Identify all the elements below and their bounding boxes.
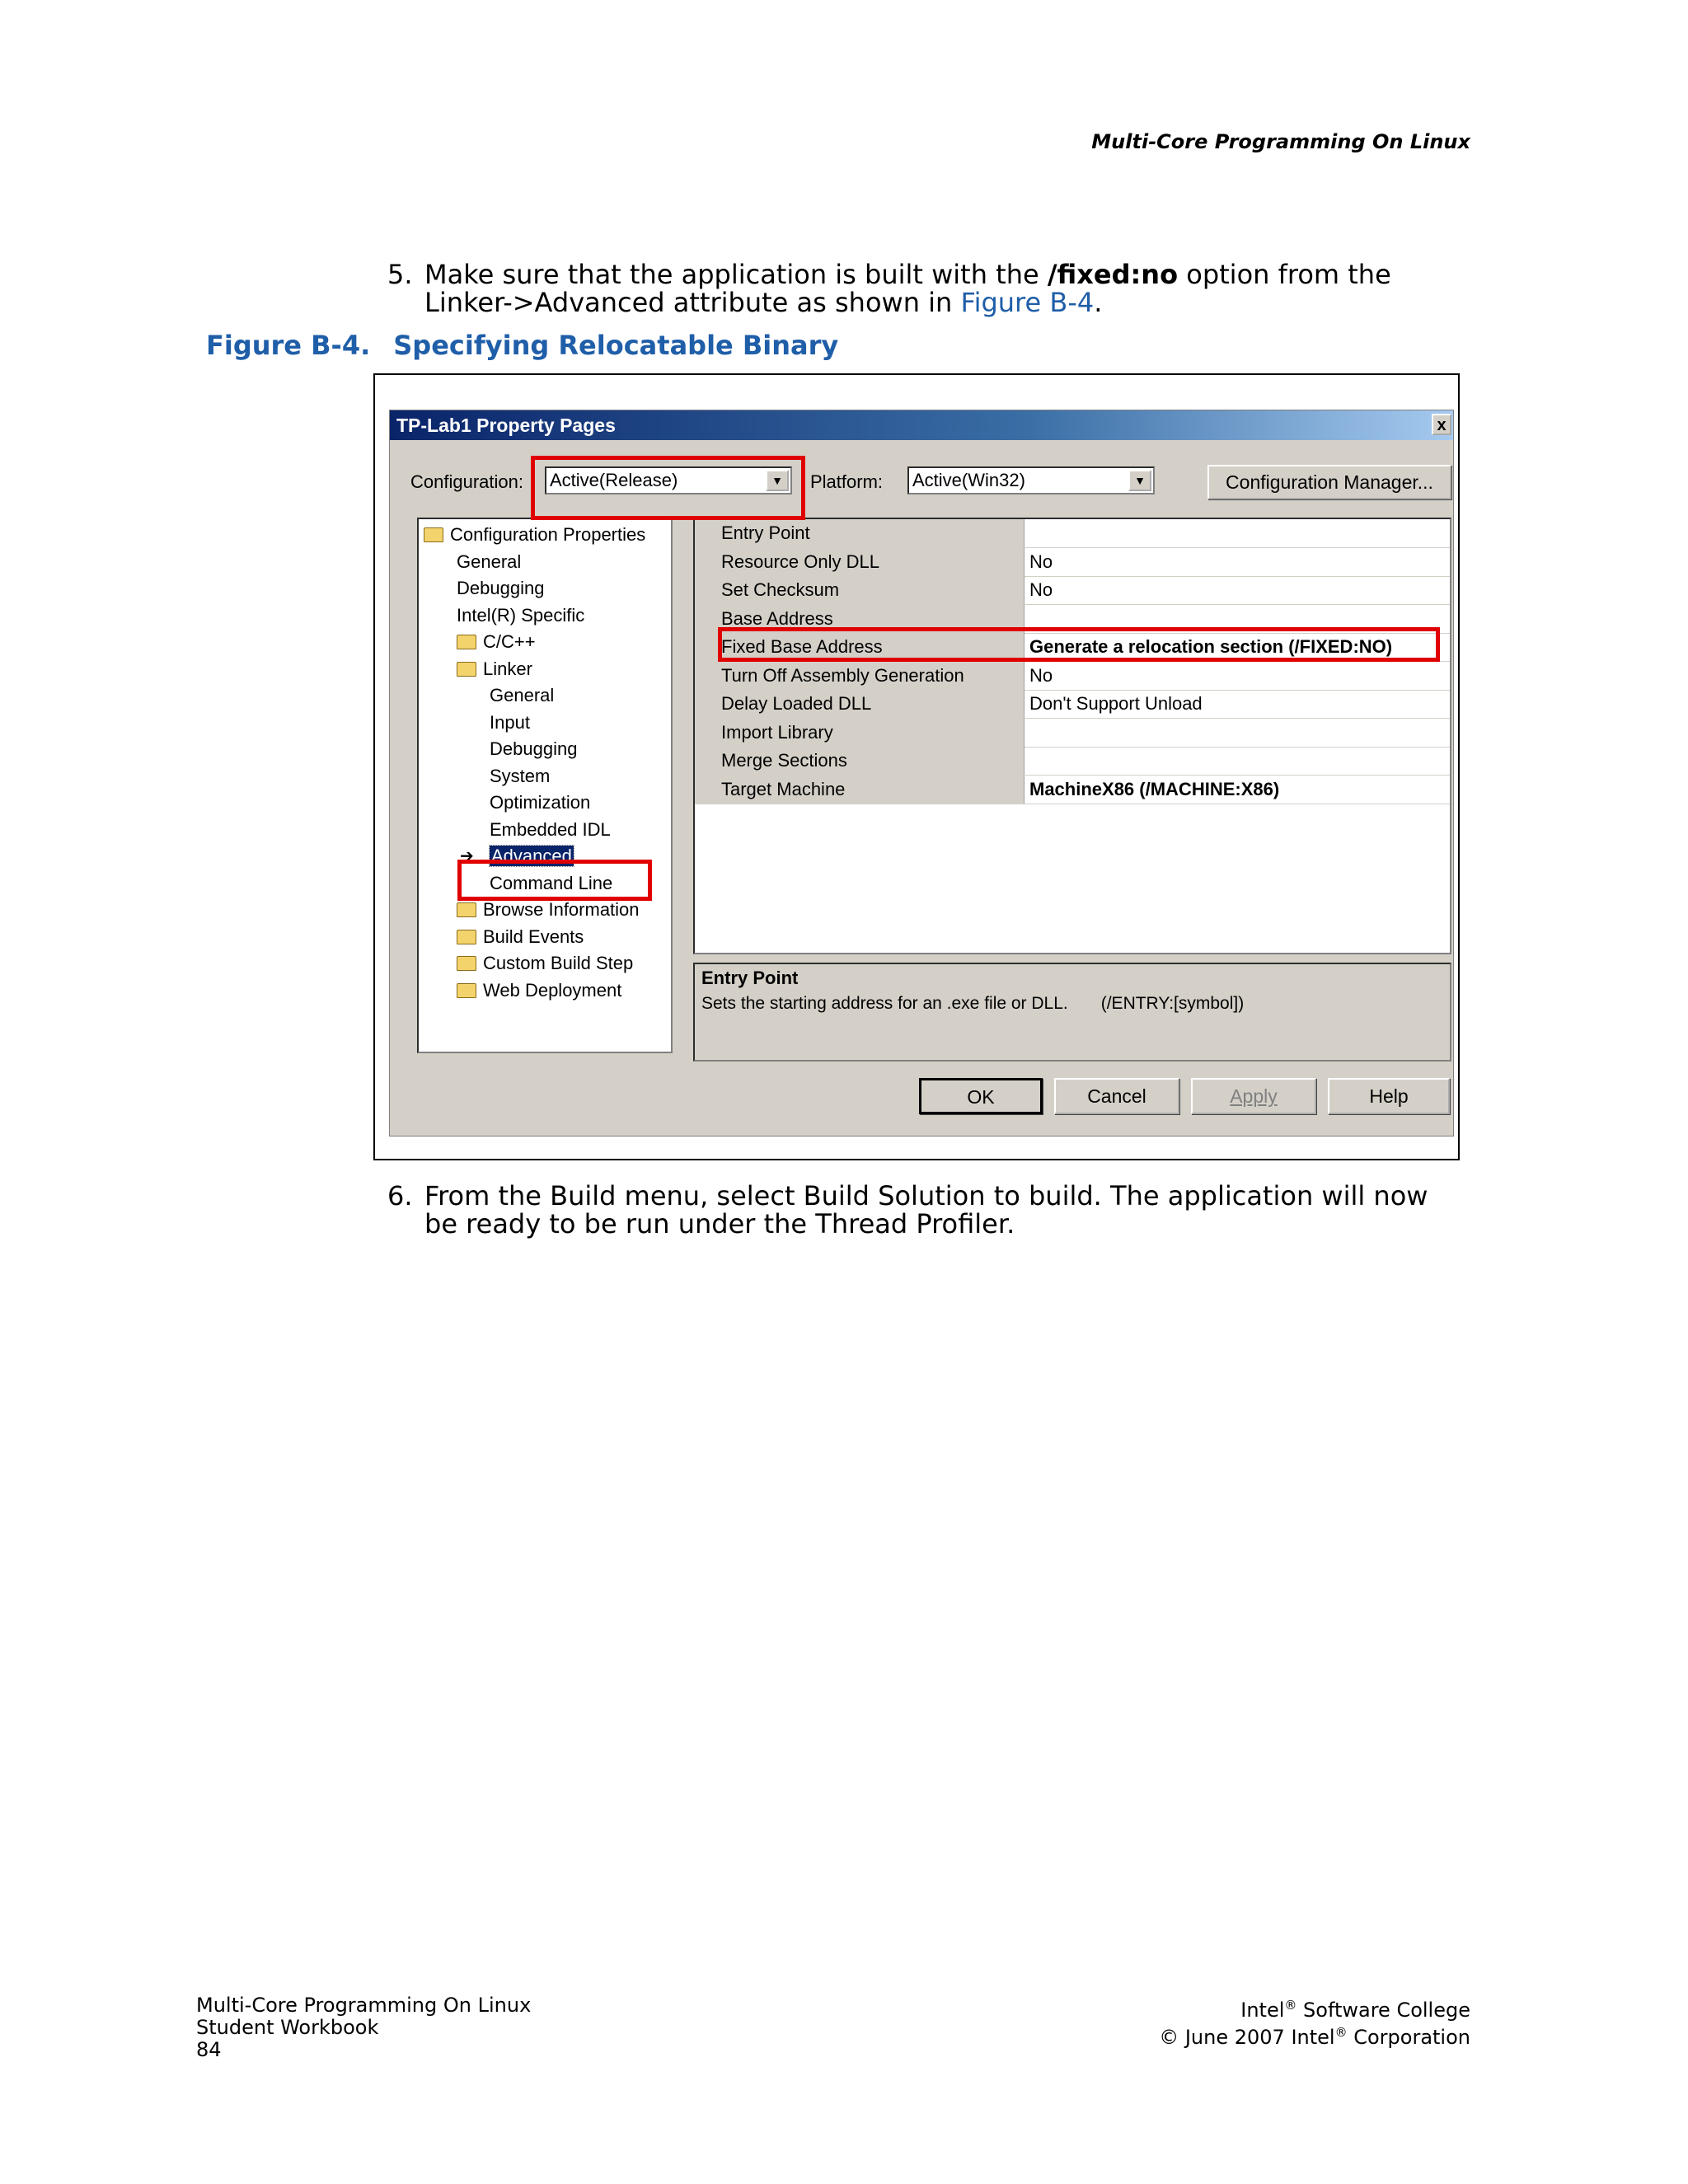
running-header: Multi-Core Programming On Linux (1091, 130, 1470, 153)
apply-button[interactable]: Apply (1191, 1078, 1316, 1114)
tree-item[interactable] (490, 819, 611, 841)
description-text: Sets the starting address for an .exe file or DLL. (/ENTRY:[symbol]) (701, 994, 1245, 1013)
step-5-number: 5. (387, 259, 413, 290)
step-6-number: 6. (387, 1180, 413, 1212)
platform-select[interactable]: Active(Win32) ▼ (907, 466, 1155, 494)
folder-open-icon (424, 527, 443, 542)
cancel-button[interactable]: Cancel (1054, 1078, 1179, 1114)
tree-item[interactable] (457, 551, 521, 573)
tree-item-label: System (490, 765, 551, 786)
highlight-fixed-base-address (718, 627, 1440, 662)
tree-item[interactable] (457, 631, 536, 653)
tree-item[interactable] (457, 926, 584, 948)
step-5-text: Make sure that the application is built with the /fixed:no option from the Linker->Advanced attribute as shown in Figure B-4. (424, 259, 1391, 318)
tree-item-label: Configuration Properties (450, 524, 646, 545)
tree-item-label: Web Deployment (483, 979, 622, 1001)
chevron-down-icon[interactable]: ▼ (766, 470, 789, 491)
property-value[interactable]: MachineX86 (/MACHINE:X86) (1029, 778, 1280, 799)
description-panel (693, 963, 1451, 1062)
property-value[interactable]: Don't Support Unload (1029, 693, 1203, 714)
property-name: Merge Sections (695, 747, 1025, 775)
tree-item[interactable] (457, 658, 532, 680)
property-row[interactable] (695, 690, 1450, 719)
property-value[interactable] (1026, 719, 1450, 747)
property-name: Import Library (695, 719, 1025, 747)
description-title: Entry Point (701, 968, 799, 988)
tree-item-label: Linker (483, 658, 532, 679)
property-name: Delay Loaded DLL (695, 690, 1025, 718)
configuration-label: Configuration: (410, 471, 523, 492)
property-value[interactable]: No (1029, 664, 1053, 686)
tree-item-label: Browse Information (483, 899, 640, 920)
figure-label: Figure B-4. (206, 330, 371, 361)
property-row[interactable] (695, 719, 1450, 748)
property-value[interactable] (1026, 519, 1450, 547)
tree-item-label: General (457, 551, 522, 572)
figure-caption (206, 330, 838, 361)
step-5 (387, 260, 1459, 316)
property-row[interactable] (695, 548, 1450, 577)
tree-item-label: Intel(R) Specific (457, 604, 585, 626)
page-number: 84 (196, 2038, 222, 2061)
dialog-title: TP-Lab1 Property Pages (396, 415, 616, 436)
figure-frame (373, 373, 1460, 1160)
footer-course-title: Multi-Core Programming On Linux (196, 1994, 532, 2017)
property-tree[interactable] (417, 518, 673, 1053)
property-row[interactable] (695, 776, 1450, 804)
ok-button[interactable]: OK (919, 1078, 1043, 1114)
step-6-text: From the Build menu, select Build Solution to build. The application will now be ready to be run under the Thread Profiler. (424, 1180, 1428, 1240)
tree-item[interactable] (424, 524, 645, 546)
property-name: Fixed Base Address (695, 633, 1025, 661)
description-switch: (/ENTRY:[symbol]) (1100, 994, 1245, 1013)
footer-copyright: © June 2007 Intel® Corporation (1159, 2025, 1470, 2049)
tree-item-label: Debugging (490, 738, 578, 759)
tree-item[interactable] (490, 766, 550, 787)
configuration-manager-button[interactable]: Configuration Manager... (1207, 465, 1451, 499)
step-6 (387, 1182, 1459, 1238)
property-name: Resource Only DLL (695, 548, 1025, 576)
tree-item-label: Debugging (457, 578, 545, 598)
figure-link[interactable]: Figure B-4 (960, 287, 1095, 318)
property-grid[interactable] (693, 518, 1451, 954)
tree-item[interactable] (457, 578, 544, 599)
footer-workbook: Student Workbook (196, 2016, 379, 2039)
footer-left (196, 1994, 531, 2061)
highlight-advanced (457, 860, 652, 901)
property-row[interactable] (695, 576, 1450, 605)
tree-item[interactable] (490, 712, 530, 733)
tree-item-label: Command Line (490, 872, 613, 893)
property-name: Target Machine (695, 776, 1025, 804)
tree-item-label: Optimization (490, 792, 591, 813)
tree-item[interactable] (490, 685, 554, 706)
figure-title: Specifying Relocatable Binary (393, 330, 839, 361)
property-pages-dialog (389, 410, 1454, 1137)
folder-open-icon (457, 662, 476, 677)
folder-icon (457, 902, 476, 917)
close-icon[interactable]: x (1432, 414, 1451, 435)
property-row[interactable] (695, 662, 1450, 691)
property-name: Base Address (695, 605, 1025, 633)
property-value[interactable]: Generate a relocation section (/FIXED:NO) (1029, 636, 1393, 657)
tree-item-label: Custom Build Step (483, 953, 634, 973)
tree-item-label: Input (490, 711, 530, 733)
tree-item[interactable] (457, 899, 640, 921)
tree-item-label: Build Events (483, 926, 584, 947)
arrow-right-icon: ➔ (460, 847, 474, 865)
tree-item[interactable] (457, 953, 633, 974)
fixed-option: /fixed:no (1047, 259, 1179, 290)
platform-label: Platform: (810, 471, 884, 492)
tree-item[interactable] (457, 605, 584, 626)
folder-icon (457, 635, 476, 649)
property-value[interactable] (1026, 747, 1450, 775)
tree-item-label: C/C++ (483, 631, 536, 652)
property-name: Turn Off Assembly Generation (695, 662, 1025, 690)
property-row[interactable] (695, 747, 1450, 776)
help-button[interactable]: Help (1328, 1078, 1450, 1114)
tree-item[interactable] (457, 980, 621, 1001)
property-name: Set Checksum (695, 576, 1025, 604)
footer-college: Intel® Software College (1240, 1998, 1470, 2022)
configuration-select[interactable]: Active(Release) ▼ (545, 466, 792, 494)
tree-item-label: General (490, 685, 555, 705)
property-value[interactable]: No (1029, 579, 1053, 600)
dialog-titlebar (390, 410, 1453, 440)
chevron-down-icon[interactable]: ▼ (1128, 470, 1151, 491)
property-name: Entry Point (695, 519, 1025, 547)
highlight-configuration (531, 456, 805, 520)
footer-right (1159, 1994, 1470, 2049)
tree-item[interactable] (490, 792, 590, 813)
folder-icon (457, 956, 476, 971)
tree-item[interactable] (490, 738, 577, 760)
property-row[interactable] (695, 519, 1450, 548)
tree-item-label: Advanced (491, 846, 572, 866)
folder-icon (457, 983, 476, 998)
property-value[interactable]: No (1029, 551, 1053, 572)
tree-item-label: Embedded IDL (490, 818, 611, 840)
folder-icon (457, 930, 476, 944)
